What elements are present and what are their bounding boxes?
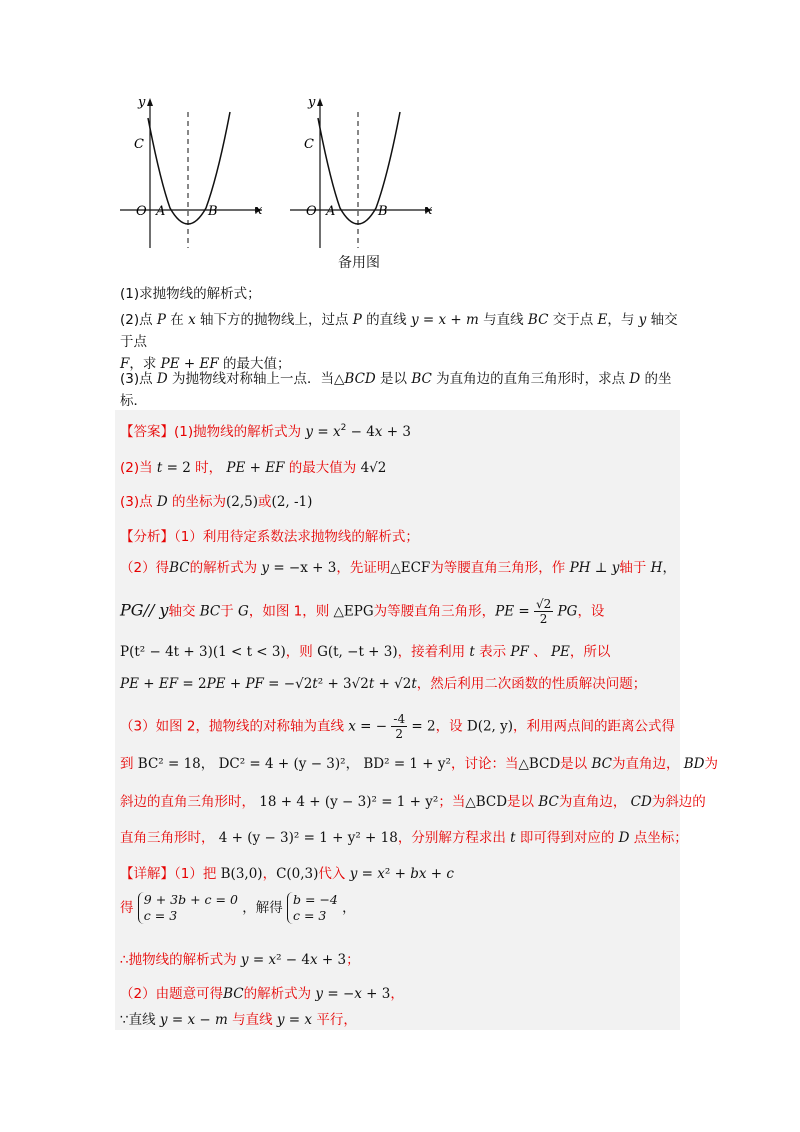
- point-b-label: B: [208, 204, 218, 219]
- detail-line-1: 【详解】（1）把 B(3,0)，C(0,3)代入 y = x² + bx + c: [120, 866, 454, 882]
- x-axis-label: x: [255, 203, 263, 218]
- detail-line-5: ∵直线 y = x − m 与直线 y = x 平行，: [120, 1012, 357, 1028]
- analysis-line-4: P(t² − 4t + 3)(1 < t < 3)，则 G(t, −t + 3)，接着利用 t 表示 PF 、 PE，所以: [120, 644, 611, 660]
- origin-label: O: [136, 204, 147, 219]
- analysis-line-5: PE + EF = 2PE + PF = −√2t² + 3√2t + √2t，然后利用二次函数的性质解决问题；: [120, 676, 647, 692]
- analysis-line-1: 【分析】（1）利用待定系数法求抛物线的解析式；: [120, 529, 419, 545]
- point-b-label: B: [378, 204, 388, 219]
- x-axis-label: x: [425, 203, 433, 218]
- analysis-line-8: 斜边的直角三角形时， 18 + 4 + (y − 3)² = 1 + y²；当△BCD是以 BC为直角边， CD为斜边的: [120, 794, 706, 810]
- answer-line-1: 【答案】(1)抛物线的解析式为 $y = x^2 - 4x + 3$: [120, 423, 411, 440]
- point-c-label: C: [134, 137, 144, 152]
- question-1: (1)求抛物线的解析式；: [120, 286, 261, 302]
- detail-line-4: （2）由题意可得BC的解析式为 y = −x + 3，: [120, 986, 404, 1002]
- origin-label: O: [306, 204, 317, 219]
- question-3: (3)点 D 为抛物线对称轴上一点．当△BCD 是以 BC 为直角边的直角三角形时，求点 D 的坐 标．: [120, 371, 672, 409]
- analysis-line-6: （3）如图 2，抛物线的对称轴为直线 x = − $\frac{-4}{2}$ = 2，设 D(2, y)，利用两点间的距离公式得: [120, 712, 676, 741]
- point-a-label: A: [156, 204, 166, 219]
- y-axis-label: y: [138, 95, 146, 110]
- answer-line-2: (2)当 t = 2 时， PE + EF 的最大值为 4√2: [120, 460, 387, 476]
- point-a-label: A: [326, 204, 336, 219]
- y-axis-label: y: [308, 95, 316, 110]
- detail-line-3: ∴抛物线的解析式为 y = x² − 4x + 3；: [120, 952, 360, 968]
- detail-line-2: 得 9 + 3b + c = 0 c = 3 ，解得 b = −4 c = 3 ，: [120, 892, 356, 923]
- figure-caption: 备用图: [338, 255, 380, 271]
- analysis-line-2: （2）得BC的解析式为 y = −x + 3，先证明△ECF为等腰直角三角形，作 PH ⊥ y轴于 H，: [120, 560, 676, 576]
- point-c-label: C: [304, 137, 314, 152]
- question-2: (2)点 P 在 x 轴下方的抛物线上，过点 P 的直线 y = x + m 与直线 BC 交于点 E，与 y 轴交于点 F，求 PE + EF 的最大值；: [120, 312, 678, 372]
- answer-line-3: (3)点 D 的坐标为(2,5)或(2, -1): [120, 494, 313, 510]
- analysis-line-3: PG// y轴交 BC于 G，如图 1，则 △EPG为等腰直角三角形，PE = $\frac{√2}{2}$ PG，设: [120, 597, 605, 626]
- analysis-line-9: 直角三角形时， 4 + (y − 3)² = 1 + y² + 18，分别解方程求出 t 即可得到对应的 D 点坐标；: [120, 830, 688, 846]
- parabola-figure-2: [280, 90, 440, 255]
- figures: [110, 90, 450, 270]
- parabola-figure-1: [110, 90, 270, 255]
- analysis-line-7: 到 BC² = 18， DC² = 4 + (y − 3)²， BD² = 1 + y²，讨论：当△BCD是以 BC为直角边， BD为: [120, 756, 719, 772]
